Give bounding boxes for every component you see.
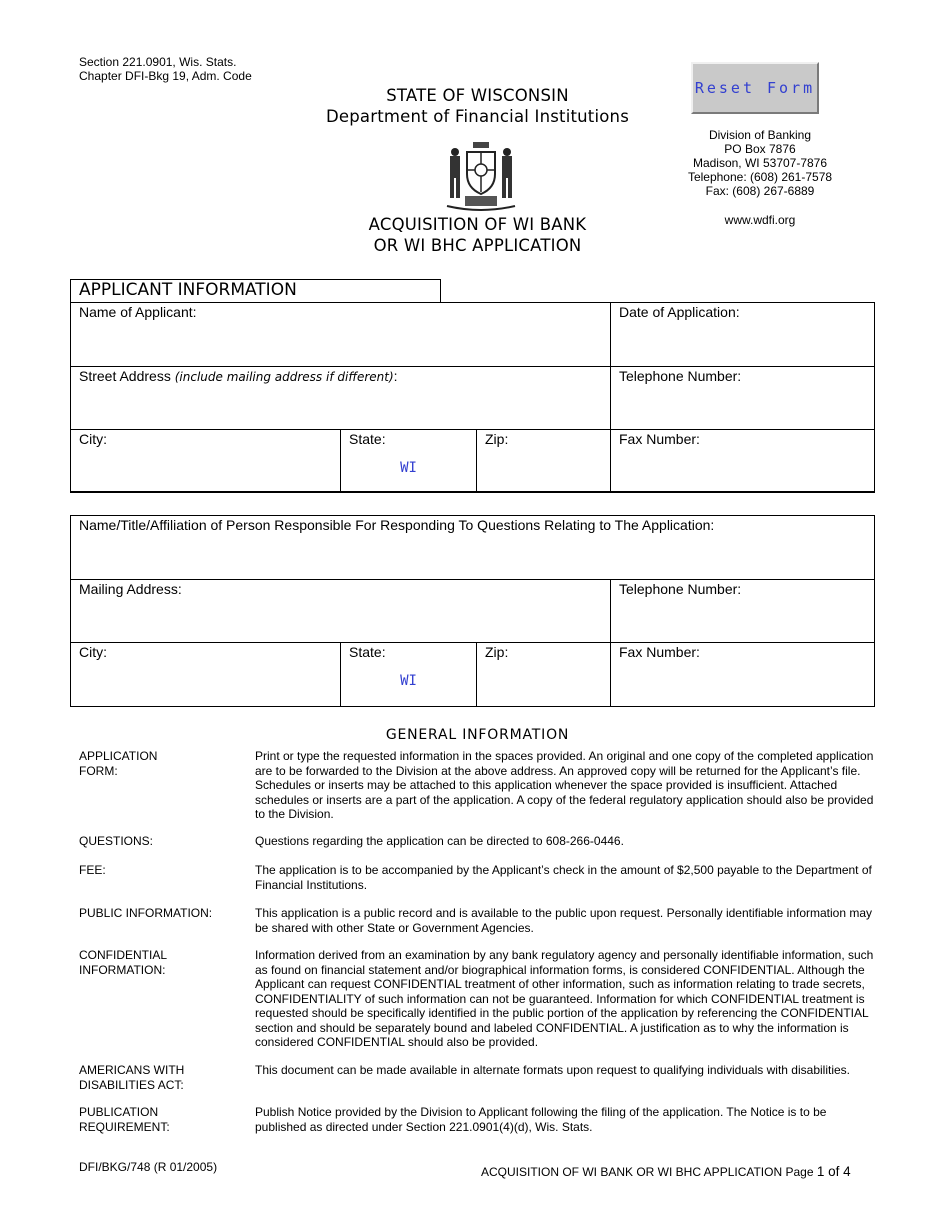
street-address-colon: : [393, 368, 398, 384]
contact-city-field[interactable] [70, 642, 341, 707]
applicant-name-label: Name of Applicant: [79, 304, 197, 320]
application-date-field[interactable] [610, 302, 875, 367]
gi-text-fee: The application is to be accompanied by the Applicant’s check in the amount of $2,500 payable to the Department of Financial Institutions. [255, 863, 872, 892]
street-address-label: Street Address [79, 368, 175, 384]
legal-citation-statute: Section 221.0901, Wis. Stats. [79, 55, 237, 69]
gi-text-publication: Publish Notice provided by the Division to Applicant following the filing of the application. The Notice is to be published as directed under Section 221.0901(4)(d), Wis. Stats. [255, 1105, 827, 1134]
general-information-title: GENERAL INFORMATION [385, 727, 570, 743]
gi-label-confidential: CONFIDENTIAL INFORMATION: [79, 948, 168, 977]
applicant-city-label: City: [79, 431, 107, 447]
street-address-field[interactable] [70, 366, 611, 430]
applicant-telephone-field[interactable] [610, 366, 875, 430]
form-id: DFI/BKG/748 (R 01/2005) [79, 1160, 218, 1174]
contact-zip-label: Zip: [485, 644, 509, 660]
applicant-state-value[interactable]: WI [400, 460, 417, 476]
page-number: 1 of 4 [816, 1164, 851, 1179]
applicant-telephone-label: Telephone Number: [619, 368, 742, 384]
contact-telephone-field[interactable] [610, 579, 875, 643]
division-city: Madison, WI 53707-7876 [692, 156, 828, 170]
website-link[interactable]: www.wdfi.org [724, 213, 796, 227]
gi-label-application-form: APPLICATION FORM: [79, 749, 158, 778]
gi-text-confidential: Information derived from an examination by any bank regulatory agency and personally identifiable information, such as found on financial statement and/or biographical information forms, is considered CONFIDENTIAL. Although the Applicant can request CONFIDENTIAL treatment of other information, such as information relating to trade secrets, CONFIDENTIALITY of such information can not be guaranteed. Information for which CONFIDENTIAL treatment is requested should be specifically identified in the public portion of the application by referencing the CONFIDENTIAL section and should be separately bound and labeled CONFIDENTIAL. A justification as to why the information is considered CONFIDENTIAL should also be provided. [255, 948, 874, 1049]
street-address-note: (include mailing address if different) [174, 370, 394, 384]
application-date-label: Date of Application: [619, 304, 740, 320]
applicant-city-field[interactable] [70, 429, 341, 493]
division-telephone: Telephone: (608) 261-7578 [687, 170, 833, 184]
department-name: Department of Financial Institutions [325, 107, 630, 126]
gi-label-publication: PUBLICATION REQUIREMENT: [79, 1105, 170, 1134]
contact-fax-label: Fax Number: [619, 644, 700, 660]
form-title-line1: ACQUISITION OF WI BANK [368, 215, 587, 234]
legal-citation [79, 55, 252, 83]
contact-zip-field[interactable] [476, 642, 611, 707]
applicant-section-title: APPLICANT INFORMATION [70, 279, 441, 302]
applicant-fax-field[interactable] [610, 429, 875, 493]
contact-city-label: City: [79, 644, 107, 660]
applicant-name-field[interactable] [70, 302, 611, 367]
gi-label-questions: QUESTIONS: [79, 834, 154, 848]
contact-fax-field[interactable] [610, 642, 875, 707]
contact-state-label: State: [349, 644, 386, 660]
applicant-fax-label: Fax Number: [619, 431, 700, 447]
footer-title-text: ACQUISITION OF WI BANK OR WI BHC APPLICATION Page [481, 1165, 817, 1179]
division-name: Division of Banking [708, 128, 812, 142]
gi-text-ada: This document can be made available in alternate formats upon request to qualifying individuals with disabilities. [255, 1063, 851, 1077]
division-fax: Fax: (608) 267-6889 [705, 184, 815, 198]
state-name: STATE OF WISCONSIN [386, 86, 569, 105]
contact-state-value[interactable]: WI [400, 673, 417, 689]
form-title-line2: OR WI BHC APPLICATION [373, 236, 582, 255]
legal-citation-code: Chapter DFI-Bkg 19, Adm. Code [79, 69, 252, 83]
contact-state-field[interactable] [340, 642, 477, 707]
mailing-address-label: Mailing Address: [79, 581, 182, 597]
applicant-zip-field[interactable] [476, 429, 611, 493]
wisconsin-seal-icon [441, 140, 521, 212]
gi-text-application-form: Print or type the requested information in the spaces provided. An original and one copy of the completed application are to be forwarded to the Division at the above address. An approved copy will be returned for the Applicant’s file. Schedules or inserts may be attached to this application whenever the space provided is insufficient. Attached schedules or inserts are a part of the application. A copy of the federal regulatory application should also be provided to the Division. [255, 749, 874, 821]
applicant-state-label: State: [349, 431, 386, 447]
gi-text-public-information: This application is a public record and is available to the public upon request. Personally identifiable information may be shared with other State or Government Agencies. [255, 906, 873, 935]
footer-title [481, 1164, 851, 1179]
applicant-zip-label: Zip: [485, 431, 509, 447]
gi-label-public-information: PUBLIC INFORMATION: [79, 906, 213, 920]
applicant-state-field[interactable] [340, 429, 477, 493]
responsible-person-label: Name/Title/Affiliation of Person Responsible For Responding To Questions Relating to The Application: [79, 517, 715, 533]
gi-label-fee: FEE: [79, 863, 106, 877]
division-po-box: PO Box 7876 [724, 142, 796, 156]
contact-telephone-label: Telephone Number: [619, 581, 742, 597]
reset-form-button[interactable]: Reset Form [691, 62, 819, 114]
gi-label-ada: AMERICANS WITH DISABILITIES ACT: [79, 1063, 185, 1092]
responsible-person-field[interactable] [70, 515, 875, 580]
gi-text-questions: Questions regarding the application can be directed to 608-266-0446. [255, 834, 624, 848]
mailing-address-field[interactable] [70, 579, 611, 643]
division-address [670, 128, 850, 198]
